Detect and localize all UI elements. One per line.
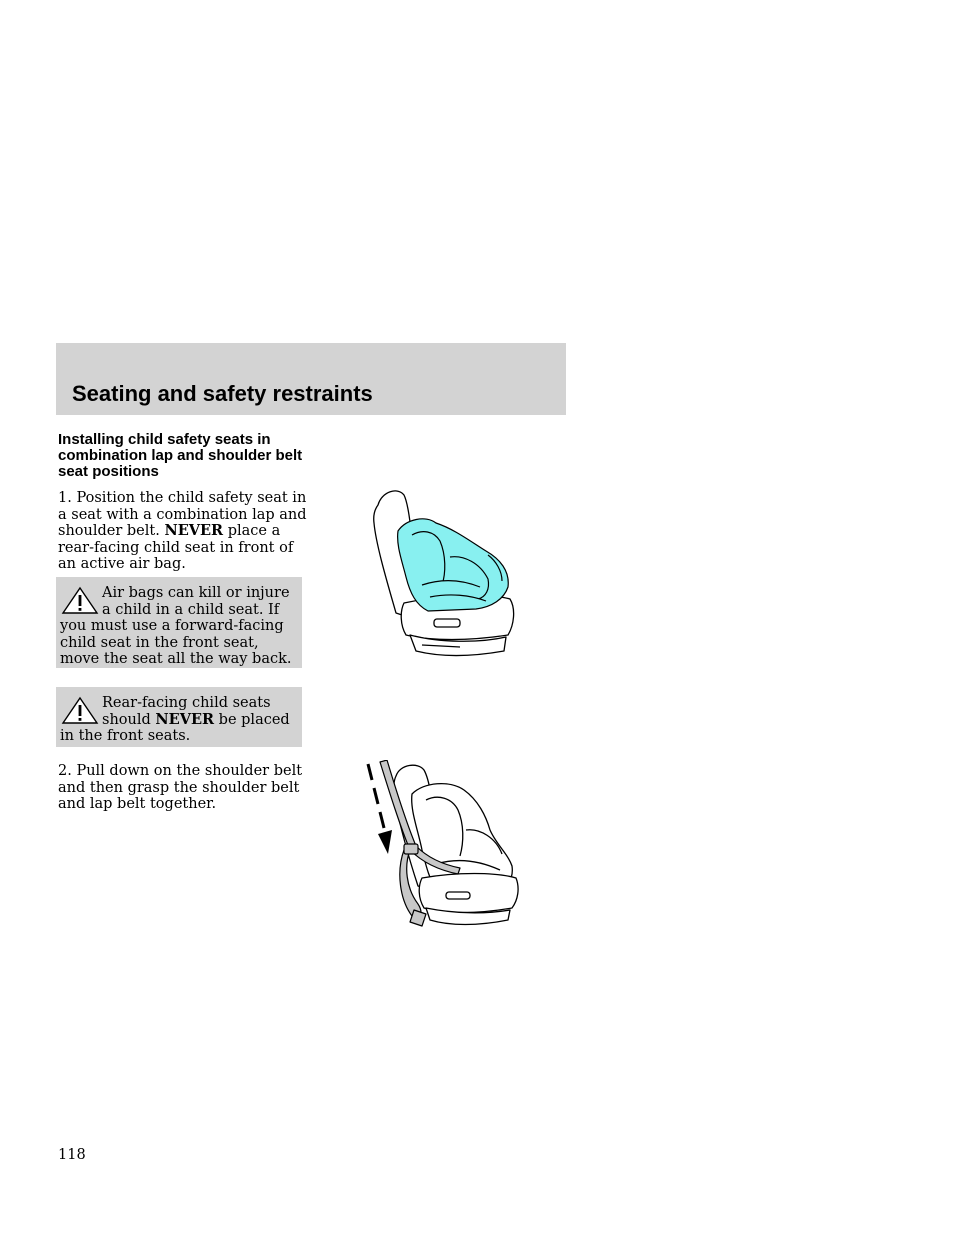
step-1-text-before: 1. Position the child safety seat in a seat with a combination lap and shoulder belt.: [58, 490, 307, 539]
section-header-band: [56, 343, 566, 415]
page-number: 118: [58, 1147, 86, 1163]
pull-shoulder-belt-illustration: [360, 760, 525, 930]
warning-box-rear-facing: [56, 687, 302, 747]
step-1-text-after: place a rear-facing child seat in front of an active air bag.: [58, 523, 294, 572]
warning-1-text: Air bags can kill or injure a child in a child seat. If you must use a forward-facing child seat in the front seat, move the seat all the way back.: [60, 585, 292, 667]
warning-triangle-icon: [60, 695, 100, 725]
warning-2-text-after: be placed in the front seats.: [60, 711, 290, 744]
warning-box-air-bags: [56, 577, 302, 668]
child-seat-installed-illustration: [360, 485, 520, 665]
step-2-paragraph: 2. Pull down on the shoulder belt and then grasp the shoulder belt and lap belt together.: [58, 763, 303, 812]
warning-triangle-icon: [60, 585, 100, 615]
warning-2-text-before: Rear-facing child seats should: [102, 695, 271, 728]
section-heading: Installing child safety seats in combination lap and shoulder belt seat positions: [58, 431, 303, 480]
section-header-title: Seating and safety restraints: [72, 381, 373, 406]
step-1-emphasis: NEVER: [164, 522, 224, 539]
warning-2-emphasis: NEVER: [155, 710, 215, 728]
step-1-paragraph: [58, 490, 308, 573]
